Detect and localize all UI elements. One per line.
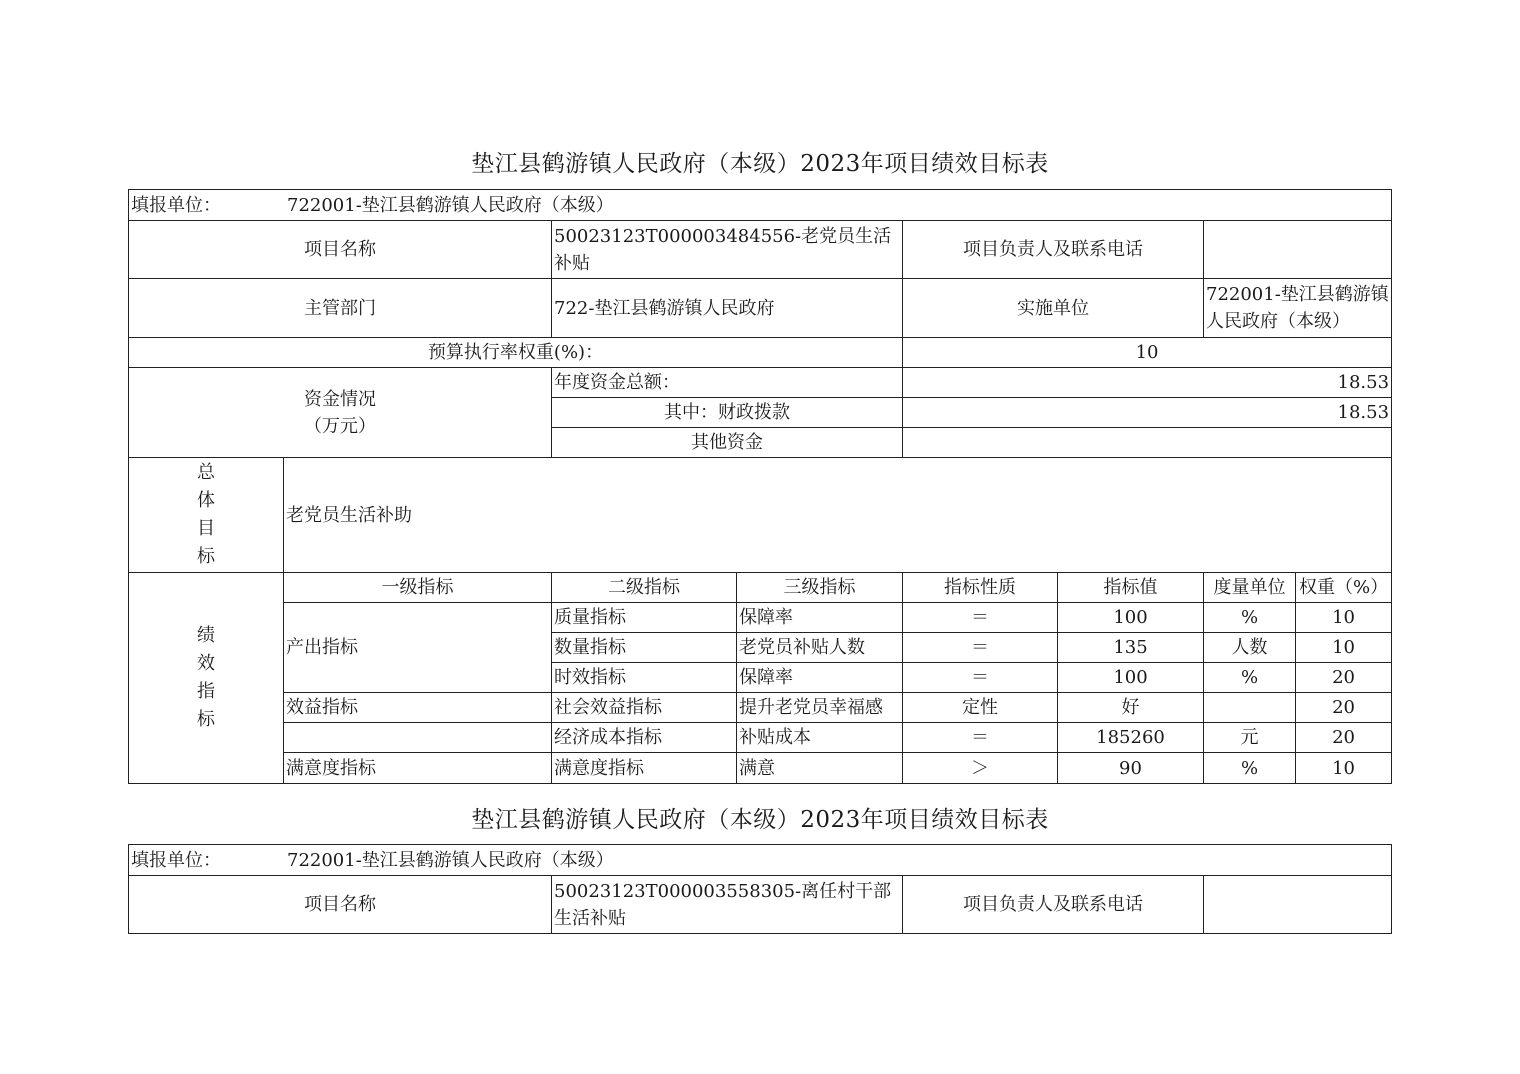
indicator-row [129,603,1392,633]
level2-cell: 满意度指标 [552,753,737,784]
goal-char: 标 [197,546,215,567]
level2-cell: 经济成本指标 [552,723,737,753]
nature-cell: ＞ [903,753,1058,784]
level3-cell: 老党员补贴人数 [737,633,903,663]
table1-title: 垫江县鹤游镇人民政府（本级）2023年项目绩效目标表 [471,151,1049,177]
level2-cell: 质量指标 [552,603,737,633]
weight-cell: 10 [1296,633,1392,663]
level2-cell: 社会效益指标 [552,693,737,723]
performance-table-1 [128,189,1392,784]
indicator-row [129,723,1392,753]
contact-label: 项目负责人及联系电话 [903,221,1204,279]
header-level1: 一级指标 [284,573,552,603]
department-row [129,279,1392,338]
fill-unit-label: 填报单位： [131,194,221,216]
unit-cell: % [1204,753,1296,784]
funds-label [129,368,552,458]
header-level3: 三级指标 [737,573,903,603]
level3-cell: 保障率 [737,663,903,693]
nature-cell: ＝ [903,663,1058,693]
header-level2: 二级指标 [552,573,737,603]
level1-output: 产出指标 [284,603,552,693]
perf-char: 标 [197,709,215,730]
budget-rate-label: 预算执行率权重(%)： [129,338,903,368]
funds-label-line2: （万元） [304,415,376,437]
level2-cell: 时效指标 [552,663,737,693]
impl-value: 722001-垫江县鹤游镇人民政府（本级） [1204,279,1392,338]
perf-char: 效 [197,653,215,674]
nature-cell: ＝ [903,633,1058,663]
project-name-label: 项目名称 [129,221,552,279]
nature-cell: 定性 [903,693,1058,723]
goal-char: 目 [197,518,215,539]
indicator-header-row [129,573,1392,603]
value-cell: 好 [1058,693,1204,723]
unit-cell [1204,693,1296,723]
other-value [903,428,1392,458]
header-weight: 权重（%） [1296,573,1392,603]
fill-unit-row [129,845,1392,876]
annual-total-row [129,368,1392,398]
fill-unit-row [129,190,1392,221]
fill-unit-value: 722001-垫江县鹤游镇人民政府（本级） [287,849,614,871]
contact-label: 项目负责人及联系电话 [903,876,1204,934]
nature-cell: ＝ [903,723,1058,753]
project-name-value: 50023123T000003484556-老党员生活补贴 [552,221,903,279]
fill-unit-label: 填报单位： [131,849,221,871]
other-label: 其他资金 [552,428,903,458]
header-value: 指标值 [1058,573,1204,603]
level3-cell: 保障率 [737,603,903,633]
performance-indicator-label [129,573,284,784]
overall-goal-row [129,458,1392,573]
performance-table-2 [128,844,1392,934]
project-name-value: 50023123T000003558305-离任村干部生活补贴 [552,876,903,934]
contact-value [1204,221,1392,279]
perf-char: 指 [197,681,215,702]
level3-cell: 满意 [737,753,903,784]
annual-total-value: 18.53 [903,368,1392,398]
level2-cell: 数量指标 [552,633,737,663]
level3-cell: 提升老党员幸福感 [737,693,903,723]
project-name-row [129,221,1392,279]
unit-cell: % [1204,663,1296,693]
indicator-row [129,753,1392,784]
level3-cell: 补贴成本 [737,723,903,753]
header-unit: 度量单位 [1204,573,1296,603]
value-cell: 90 [1058,753,1204,784]
weight-cell: 20 [1296,693,1392,723]
value-cell: 100 [1058,663,1204,693]
unit-cell: 人数 [1204,633,1296,663]
weight-cell: 10 [1296,753,1392,784]
weight-cell: 20 [1296,723,1392,753]
fiscal-label: 其中：财政拨款 [552,398,903,428]
value-cell: 135 [1058,633,1204,663]
nature-cell: ＝ [903,603,1058,633]
level1-satisfaction: 满意度指标 [284,753,552,784]
fiscal-value: 18.53 [903,398,1392,428]
header-nature: 指标性质 [903,573,1058,603]
weight-cell: 20 [1296,663,1392,693]
contact-value [1204,876,1392,934]
fill-unit-value: 722001-垫江县鹤游镇人民政府（本级） [287,194,614,216]
project-name-row [129,876,1392,934]
impl-label: 实施单位 [903,279,1204,338]
overall-goal-value: 老党员生活补助 [284,458,1392,573]
indicator-row [129,693,1392,723]
dept-value: 722-垫江县鹤游镇人民政府 [552,279,903,338]
project-name-label: 项目名称 [129,876,552,934]
level1-benefit: 效益指标 [284,693,552,723]
weight-cell: 10 [1296,603,1392,633]
dept-label: 主管部门 [129,279,552,338]
level1-cell [284,723,552,753]
value-cell: 100 [1058,603,1204,633]
overall-goal-label [129,458,284,573]
value-cell: 185260 [1058,723,1204,753]
goal-char: 总 [197,462,215,483]
budget-rate-row [129,338,1392,368]
table2-title: 垫江县鹤游镇人民政府（本级）2023年项目绩效目标表 [471,807,1049,833]
funds-label-line1: 资金情况 [304,388,376,410]
budget-rate-value: 10 [903,338,1392,368]
annual-total-label: 年度资金总额： [552,368,903,398]
unit-cell: 元 [1204,723,1296,753]
goal-char: 体 [197,490,215,511]
unit-cell: % [1204,603,1296,633]
perf-char: 绩 [197,625,215,646]
